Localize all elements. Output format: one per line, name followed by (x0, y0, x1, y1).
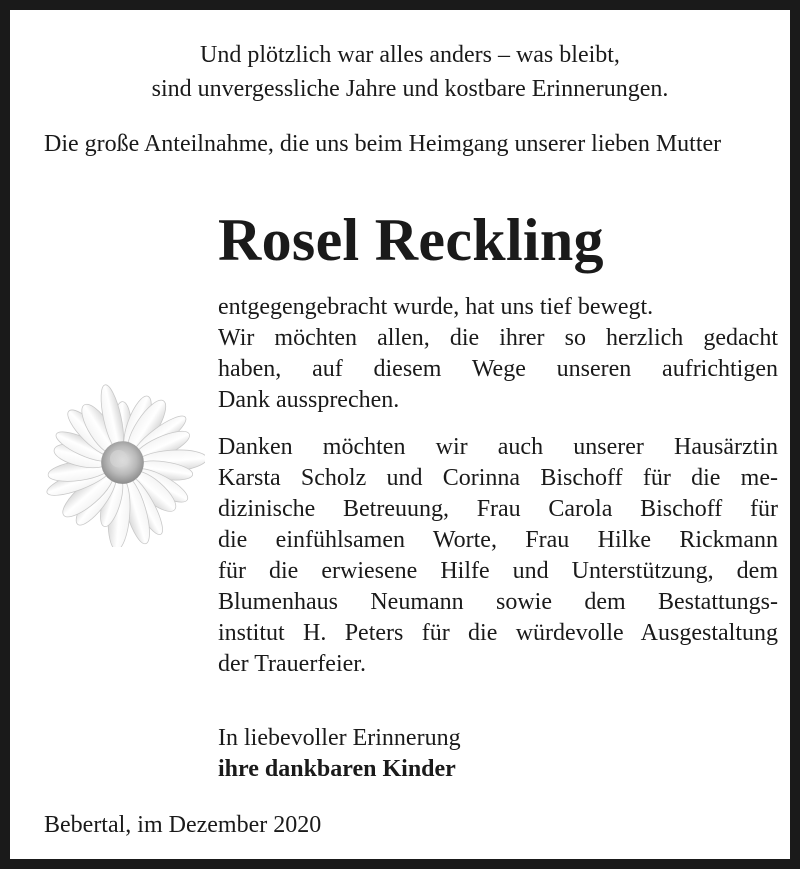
paragraph-thanks (218, 292, 778, 416)
paragraph-2-line: der Trauerfeier. (218, 651, 366, 677)
paragraph-1-line: haben, auf diesem Wege unseren aufrichtigen (218, 356, 778, 382)
paragraph-2-line: Danken möchten wir auch unserer Hausärztin (218, 434, 778, 460)
paragraph-2-line: Karsta Scholz und Corinna Bischoff für die me- (218, 465, 778, 491)
signature-family: ihre dankbaren Kinder (218, 756, 456, 782)
paragraph-2-line: institut H. Peters für die würdevolle Ausgestaltung (218, 620, 778, 646)
intro-text: Die große Anteilnahme, die uns beim Heimgang unserer lieben Mutter (44, 131, 722, 157)
paragraph-2-line: für die erwiesene Hilfe und Unterstützung, dem (218, 558, 778, 584)
motto-line-1: Und plötzlich war alles anders – was bleibt, (200, 42, 620, 68)
paragraph-1-line: Dank aussprechen. (218, 387, 400, 413)
paragraph-2-line: Blumenhaus Neumann sowie dem Bestattungs- (218, 589, 778, 615)
motto-line-2: sind unvergessliche Jahre und kostbare Erinnerungen. (151, 76, 669, 102)
daisy-flower-icon (40, 382, 205, 547)
deceased-name: Rosel Reckling (218, 207, 604, 273)
place-date: Bebertal, im Dezember 2020 (44, 812, 322, 838)
signature-block (218, 723, 778, 785)
paragraph-2-line: dizinische Betreuung, Frau Carola Bischoff für (218, 496, 778, 522)
signature-line: In liebevoller Erinnerung (218, 725, 461, 751)
paragraph-acknowledgements (218, 432, 778, 680)
paragraph-1-line: entgegengebracht wurde, hat uns tief bewegt. (218, 294, 654, 320)
motto-quote (30, 38, 790, 106)
paragraph-2-line: die einfühlsamen Worte, Frau Hilke Rickmann (218, 527, 778, 553)
paragraph-1-line: Wir möchten allen, die ihrer so herzlich gedacht (218, 325, 778, 351)
